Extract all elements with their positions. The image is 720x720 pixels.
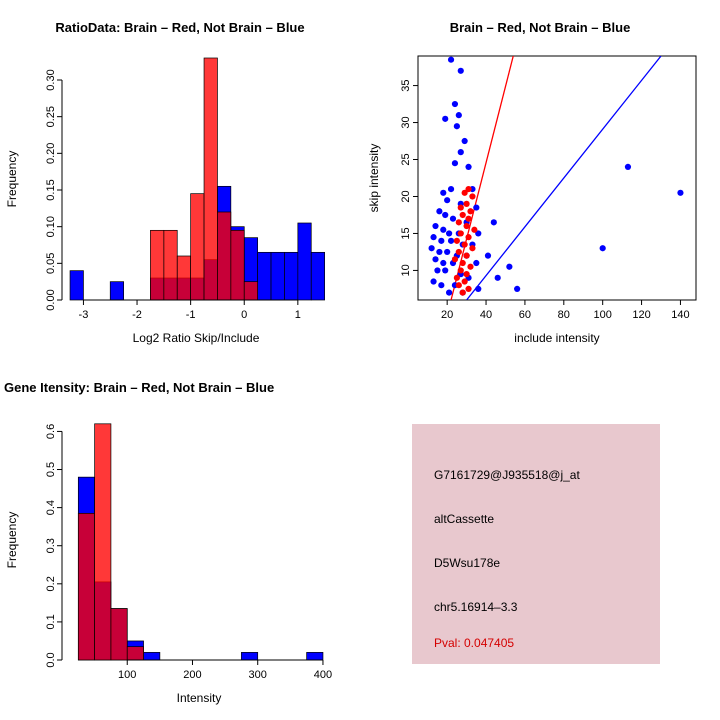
hist-bar [258, 252, 271, 300]
y-tick-label: 0.0 [45, 652, 57, 668]
scatter-point [452, 256, 458, 262]
scatter-point [462, 190, 468, 196]
hist-bar [70, 271, 83, 300]
x-tick-label: 60 [518, 309, 532, 321]
scatter-point [444, 249, 450, 255]
scatter-point [464, 201, 470, 207]
scatter-point [491, 219, 497, 225]
scatter-point [436, 249, 442, 255]
x-tick-label: 20 [441, 309, 454, 321]
scatter-point [473, 204, 479, 210]
scatter-point [460, 290, 466, 296]
x-tick-label: 100 [593, 309, 612, 321]
scatter-point [465, 286, 471, 292]
y-axis-label: skip intensity [367, 143, 381, 213]
scatter-plot [360, 0, 720, 360]
scatter-point [440, 190, 446, 196]
scatter-point [462, 138, 468, 144]
scatter-point [506, 264, 512, 270]
hist-bar [241, 652, 257, 660]
hist-bar [177, 256, 190, 300]
scatter-point [438, 282, 444, 288]
y-tick-label: 20 [400, 190, 412, 203]
y-tick-label: 0.5 [45, 461, 57, 478]
hist-bar [204, 58, 217, 300]
y-tick-label: 25 [400, 153, 412, 166]
y-axis-label: Frequency [5, 150, 19, 208]
x-tick-label: 100 [118, 669, 137, 681]
y-tick-label: 0.25 [45, 105, 57, 128]
hist-bar [78, 513, 94, 660]
panel-info-box [412, 424, 660, 664]
x-tick-label: -1 [185, 309, 196, 321]
x-axis-label: Intensity [176, 691, 222, 705]
x-axis-label: Log2 Ratio Skip/Include [132, 331, 260, 345]
x-tick-label: 80 [557, 309, 570, 321]
scatter-point [442, 116, 448, 122]
y-tick-label: 15 [400, 227, 412, 240]
scatter-point [452, 160, 458, 166]
hist-bar [231, 230, 244, 300]
scatter-point [448, 238, 454, 244]
hist-bar [164, 230, 177, 300]
hist-bars [78, 424, 323, 660]
scatter-point [625, 164, 631, 170]
y-tick-label: 0.4 [45, 499, 57, 516]
scatter-point [465, 216, 471, 222]
gene-histogram-plot [0, 360, 360, 720]
scatter-point [440, 260, 446, 266]
y-tick-label: 0.6 [45, 423, 57, 440]
scatter-point [456, 282, 462, 288]
scatter-point [469, 193, 475, 199]
scatter-point [464, 223, 470, 229]
scatter-point [432, 223, 438, 229]
ratio-histogram-plot [0, 0, 360, 360]
scatter-point [469, 245, 475, 251]
hist-bar [150, 230, 163, 300]
x-tick-label: -2 [132, 309, 142, 321]
panel-gene-histogram [0, 360, 360, 720]
scatter-point [467, 264, 473, 270]
hist-bar [271, 252, 284, 300]
info-probe-id: G7161729@J935518@j_at [434, 468, 580, 482]
scatter-point [436, 208, 442, 214]
scatter-points [429, 57, 684, 296]
scatter-point [464, 253, 470, 259]
scatter-point [454, 123, 460, 129]
hist-bar [191, 194, 204, 300]
scatter-point [485, 253, 491, 259]
scatter-point [460, 212, 466, 218]
scatter-point [430, 234, 436, 240]
scatter-point [456, 249, 462, 255]
hist-bar [244, 282, 257, 300]
y-tick-label: 0.20 [45, 142, 57, 165]
hist-bar [298, 223, 311, 300]
y-tick-label: 10 [400, 264, 412, 277]
y-tick-label: 0.1 [45, 614, 57, 630]
scatter-point [458, 204, 464, 210]
scatter-point [464, 271, 470, 277]
scatter-point [446, 230, 452, 236]
scatter-point [514, 286, 520, 292]
info-locus: chr5.16914–3.3 [434, 600, 518, 614]
scatter-point [450, 216, 456, 222]
y-tick-label: 35 [400, 79, 412, 92]
hist-bar [144, 652, 160, 660]
gene-histogram-title: Gene Itensity: Brain – Red, Not Brain – Blue [4, 380, 275, 395]
x-tick-label: 200 [183, 669, 202, 681]
scatter-point [465, 234, 471, 240]
scatter-point [462, 278, 468, 284]
scatter-point [456, 112, 462, 118]
hist-bar [307, 652, 323, 660]
scatter-point [458, 149, 464, 155]
x-tick-label: 300 [248, 669, 267, 681]
y-tick-label: 0.15 [45, 179, 57, 201]
hist-bar [284, 252, 297, 300]
x-tick-label: 40 [479, 309, 493, 321]
scatter-point [448, 57, 454, 63]
scatter-point [442, 267, 448, 273]
scatter-point [432, 256, 438, 262]
scatter-point [495, 275, 501, 281]
scatter-point [446, 290, 452, 296]
panel-scatter [360, 0, 720, 360]
scatter-point [454, 238, 460, 244]
x-tick-label: -3 [78, 309, 89, 321]
scatter-point [456, 219, 462, 225]
y-tick-label: 0.00 [45, 289, 57, 311]
info-pvalue: Pval: 0.047405 [434, 636, 515, 650]
hist-bar [127, 647, 143, 660]
y-tick-label: 0.2 [45, 576, 57, 592]
y-tick-label: 30 [400, 116, 412, 129]
x-tick-label: 140 [671, 309, 690, 321]
x-tick-label: 1 [294, 309, 301, 321]
hist-bar [217, 212, 230, 300]
hist-bar [311, 252, 324, 300]
scatter-point [454, 275, 460, 281]
info-event-type: altCassette [434, 512, 495, 526]
scatter-point [438, 238, 444, 244]
y-tick-label: 0.30 [45, 69, 57, 91]
scatter-point [458, 230, 464, 236]
scatter-point [434, 267, 440, 273]
fit-line [467, 56, 661, 300]
hist-bar [111, 609, 127, 660]
scatter-point [600, 245, 606, 251]
scatter-point [444, 197, 450, 203]
x-axis-label: include intensity [514, 331, 600, 345]
hist-bar [95, 424, 111, 660]
y-tick-label: 0.05 [45, 252, 57, 275]
info-gene-symbol: D5Wsu178e [434, 556, 501, 570]
x-tick-label: 120 [632, 309, 651, 321]
hist-bars [70, 58, 325, 300]
scatter-point [475, 286, 481, 292]
panel-ratio-histogram [0, 0, 360, 360]
scatter-point [458, 267, 464, 273]
scatter-point [677, 190, 683, 196]
scatter-point [440, 227, 446, 233]
scatter-point [460, 260, 466, 266]
scatter-point [471, 227, 477, 233]
y-axis-label: Frequency [5, 511, 19, 569]
scatter-point [473, 260, 479, 266]
scatter-point [442, 212, 448, 218]
scatter-point [452, 101, 458, 107]
scatter-point [467, 208, 473, 214]
scatter-point [465, 164, 471, 170]
fit-lines [451, 56, 661, 300]
hist-bar [110, 282, 123, 300]
scatter-point [429, 245, 435, 251]
scatter-point [462, 241, 468, 247]
x-tick-label: 0 [241, 309, 248, 321]
ratio-histogram-title: RatioData: Brain – Red, Not Brain – Blue [55, 20, 305, 35]
scatter-point [458, 68, 464, 74]
scatter-point [430, 278, 436, 284]
y-tick-label: 0.3 [45, 538, 57, 554]
y-tick-label: 0.10 [45, 215, 57, 238]
x-tick-label: 400 [313, 669, 333, 681]
scatter-point [448, 186, 454, 192]
scatter-title: Brain – Red, Not Brain – Blue [449, 20, 631, 35]
